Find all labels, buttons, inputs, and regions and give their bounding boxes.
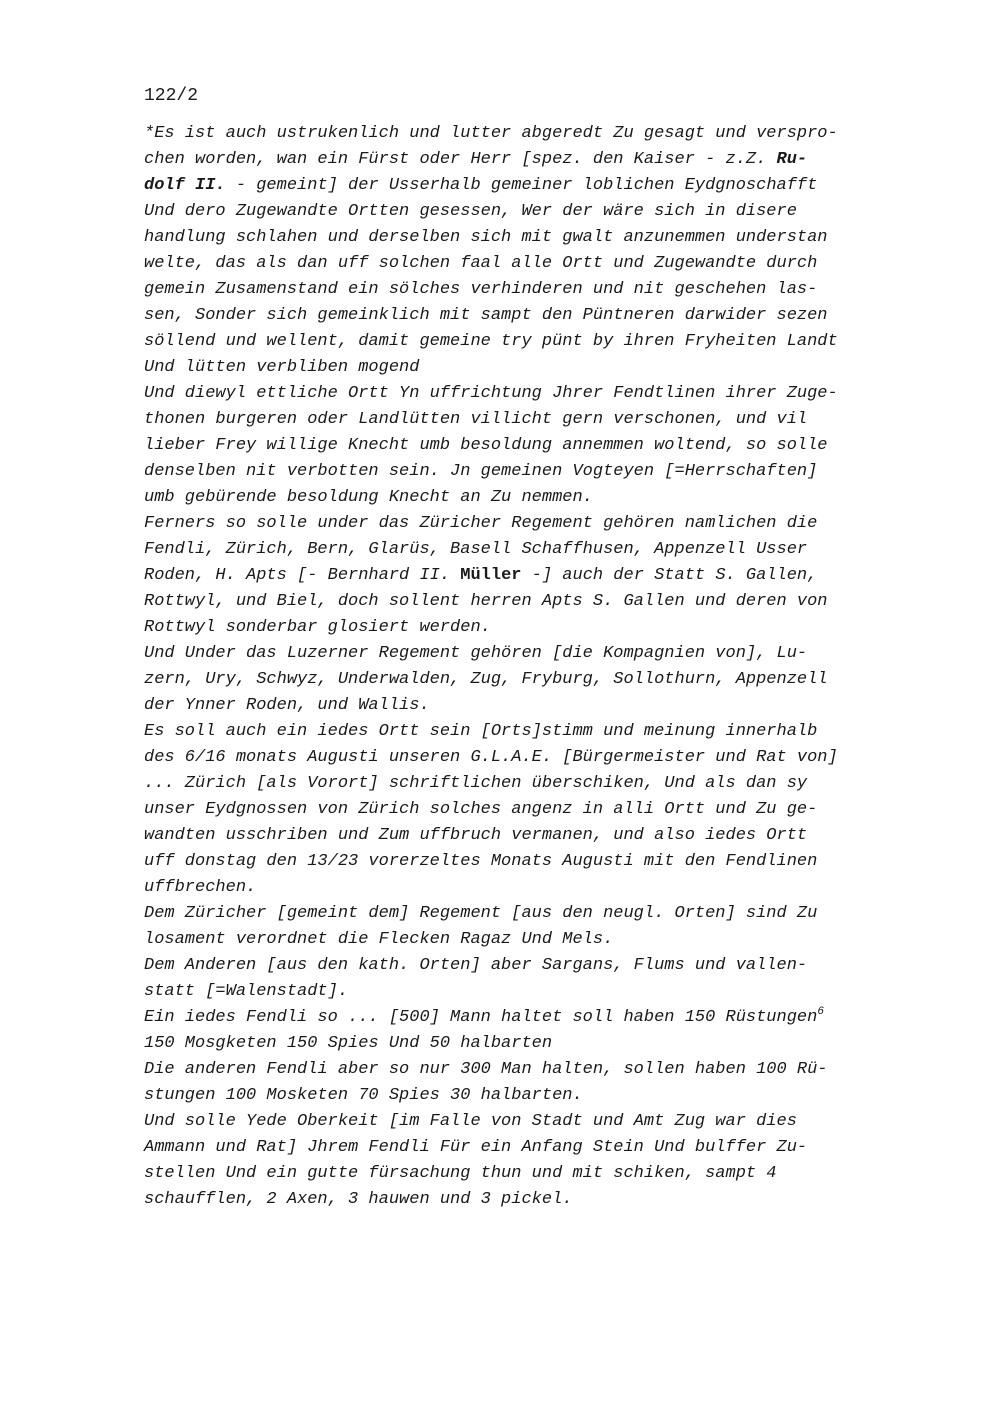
text-line: sen, Sonder sich gemeinklich mit sampt den Püntneren darwider sezen <box>144 306 828 325</box>
text-line: Und lütten verbliben mogend <box>144 358 420 377</box>
text-line: Dem Anderen [aus den kath. Orten] aber Sargans, Flums und vallen- <box>144 956 808 975</box>
document-body <box>144 121 914 1213</box>
text-line: unser Eydgnossen von Zürich solches angenz in alli Ortt und Zu ge- <box>144 800 818 819</box>
text-line: ... Zürich [als Vorort] schriftlichen überschiken, Und als dan sy <box>144 774 808 793</box>
text-run: Roden, H. Apts [- Bernhard II. <box>144 566 461 585</box>
text-line: umb gebürende besoldung Knecht an Zu nemmen. <box>144 488 593 507</box>
text-line: uff donstag den 13/23 vorerzeltes Monats Augusti mit den Fendlinen <box>144 852 818 871</box>
page-number: 122/2 <box>144 86 199 106</box>
text-line <box>144 173 914 199</box>
text-line: losament verordnet die Flecken Ragaz Und Mels. <box>144 930 614 949</box>
text-run: - gemeint] der Usserhalb gemeiner loblichen Eydgnoschafft <box>225 176 818 195</box>
text-line <box>144 563 914 589</box>
text-line: handlung schlahen und derselben sich mit gwalt anzunemmen understan <box>144 228 828 247</box>
text-line: zern, Ury, Schwyz, Underwalden, Zug, Fryburg, Sollothurn, Appenzell <box>144 670 828 689</box>
text-line: Und diewyl ettliche Ortt Yn uffrichtung Jhrer Fendtlinen ihrer Zuge- <box>144 384 838 403</box>
text-line <box>144 147 914 173</box>
text-run: Ein iedes Fendli so ... [500] Mann haltet soll haben 150 Rüstungen <box>144 1008 818 1027</box>
text-line: des 6/16 monats Augusti unseren G.L.A.E. [Bürgermeister und Rat von] <box>144 748 838 767</box>
text-line: thonen burgeren oder Landlütten villicht gern verschonen, und vil <box>144 410 808 429</box>
text-line: Ferners so solle under das Züricher Regement gehören namlichen die <box>144 514 818 533</box>
text-line: Die anderen Fendli aber so nur 300 Man halten, sollen haben 100 Rü- <box>144 1060 828 1079</box>
text-line: welte, das als dan uff solchen faal alle Ortt und Zugewandte durch <box>144 254 818 273</box>
text-line: *Es ist auch ustrukenlich und lutter abgeredt Zu gesagt und verspro- <box>144 124 838 143</box>
text-line: der Ynner Roden, und Wallis. <box>144 696 430 715</box>
text-line: Ammann und Rat] Jhrem Fendli Für ein Anfang Stein Und bulffer Zu- <box>144 1138 808 1157</box>
text-line: stellen Und ein gutte fürsachung thun und mit schiken, sampt 4 <box>144 1164 777 1183</box>
text-line: wandten usschriben und Zum uffbruch vermanen, und also iedes Ortt <box>144 826 808 845</box>
bold-name-run: Ru- <box>776 150 808 169</box>
text-line: 150 Mosgketen 150 Spies Und 50 halbarten <box>144 1034 553 1053</box>
text-line: Rottwyl, und Biel, doch sollent herren Apts S. Gallen und deren von <box>144 592 828 611</box>
text-line: Und dero Zugewandte Ortten gesessen, Wer der wäre sich in disere <box>144 202 797 221</box>
bold-name-run: Müller <box>460 566 522 585</box>
text-line: Und solle Yede Oberkeit [im Falle von Stadt und Amt Zug war dies <box>144 1112 797 1131</box>
text-line: Dem Züricher [gemeint dem] Regement [aus den neugl. Orten] sind Zu <box>144 904 818 923</box>
text-line <box>144 1005 914 1031</box>
text-line: Es soll auch ein iedes Ortt sein [Orts]stimm und meinung innerhalb <box>144 722 818 741</box>
text-run: chen worden, wan ein Fürst oder Herr [spez. den Kaiser - z.Z. <box>144 150 777 169</box>
text-line: stungen 100 Mosketen 70 Spies 30 halbarten. <box>144 1086 583 1105</box>
text-line: statt [=Walenstadt]. <box>144 982 349 1001</box>
footnote-marker[interactable]: 6 <box>817 1006 824 1018</box>
text-line: denselben nit verbotten sein. Jn gemeinen Vogteyen [=Herrschaften] <box>144 462 818 481</box>
text-line: gemein Zusamenstand ein sölches verhinderen und nit geschehen las- <box>144 280 818 299</box>
text-line: lieber Frey willige Knecht umb besoldung annemmen woltend, so solle <box>144 436 828 455</box>
bold-name-run: dolf II. <box>144 176 226 195</box>
text-line: uffbrechen. <box>144 878 257 897</box>
text-line: Fendli, Zürich, Bern, Glarüs, Basell Schaffhusen, Appenzell Usser <box>144 540 808 559</box>
text-line: Rottwyl sonderbar glosiert werden. <box>144 618 491 637</box>
text-line: Und Under das Luzerner Regement gehören [die Kompagnien von], Lu- <box>144 644 808 663</box>
text-line: söllend und wellent, damit gemeine try pünt by ihren Fryheiten Landt <box>144 332 838 351</box>
text-line: schaufflen, 2 Axen, 3 hauwen und 3 pickel. <box>144 1190 573 1209</box>
text-run: -] auch der Statt S. Gallen, <box>521 566 818 585</box>
